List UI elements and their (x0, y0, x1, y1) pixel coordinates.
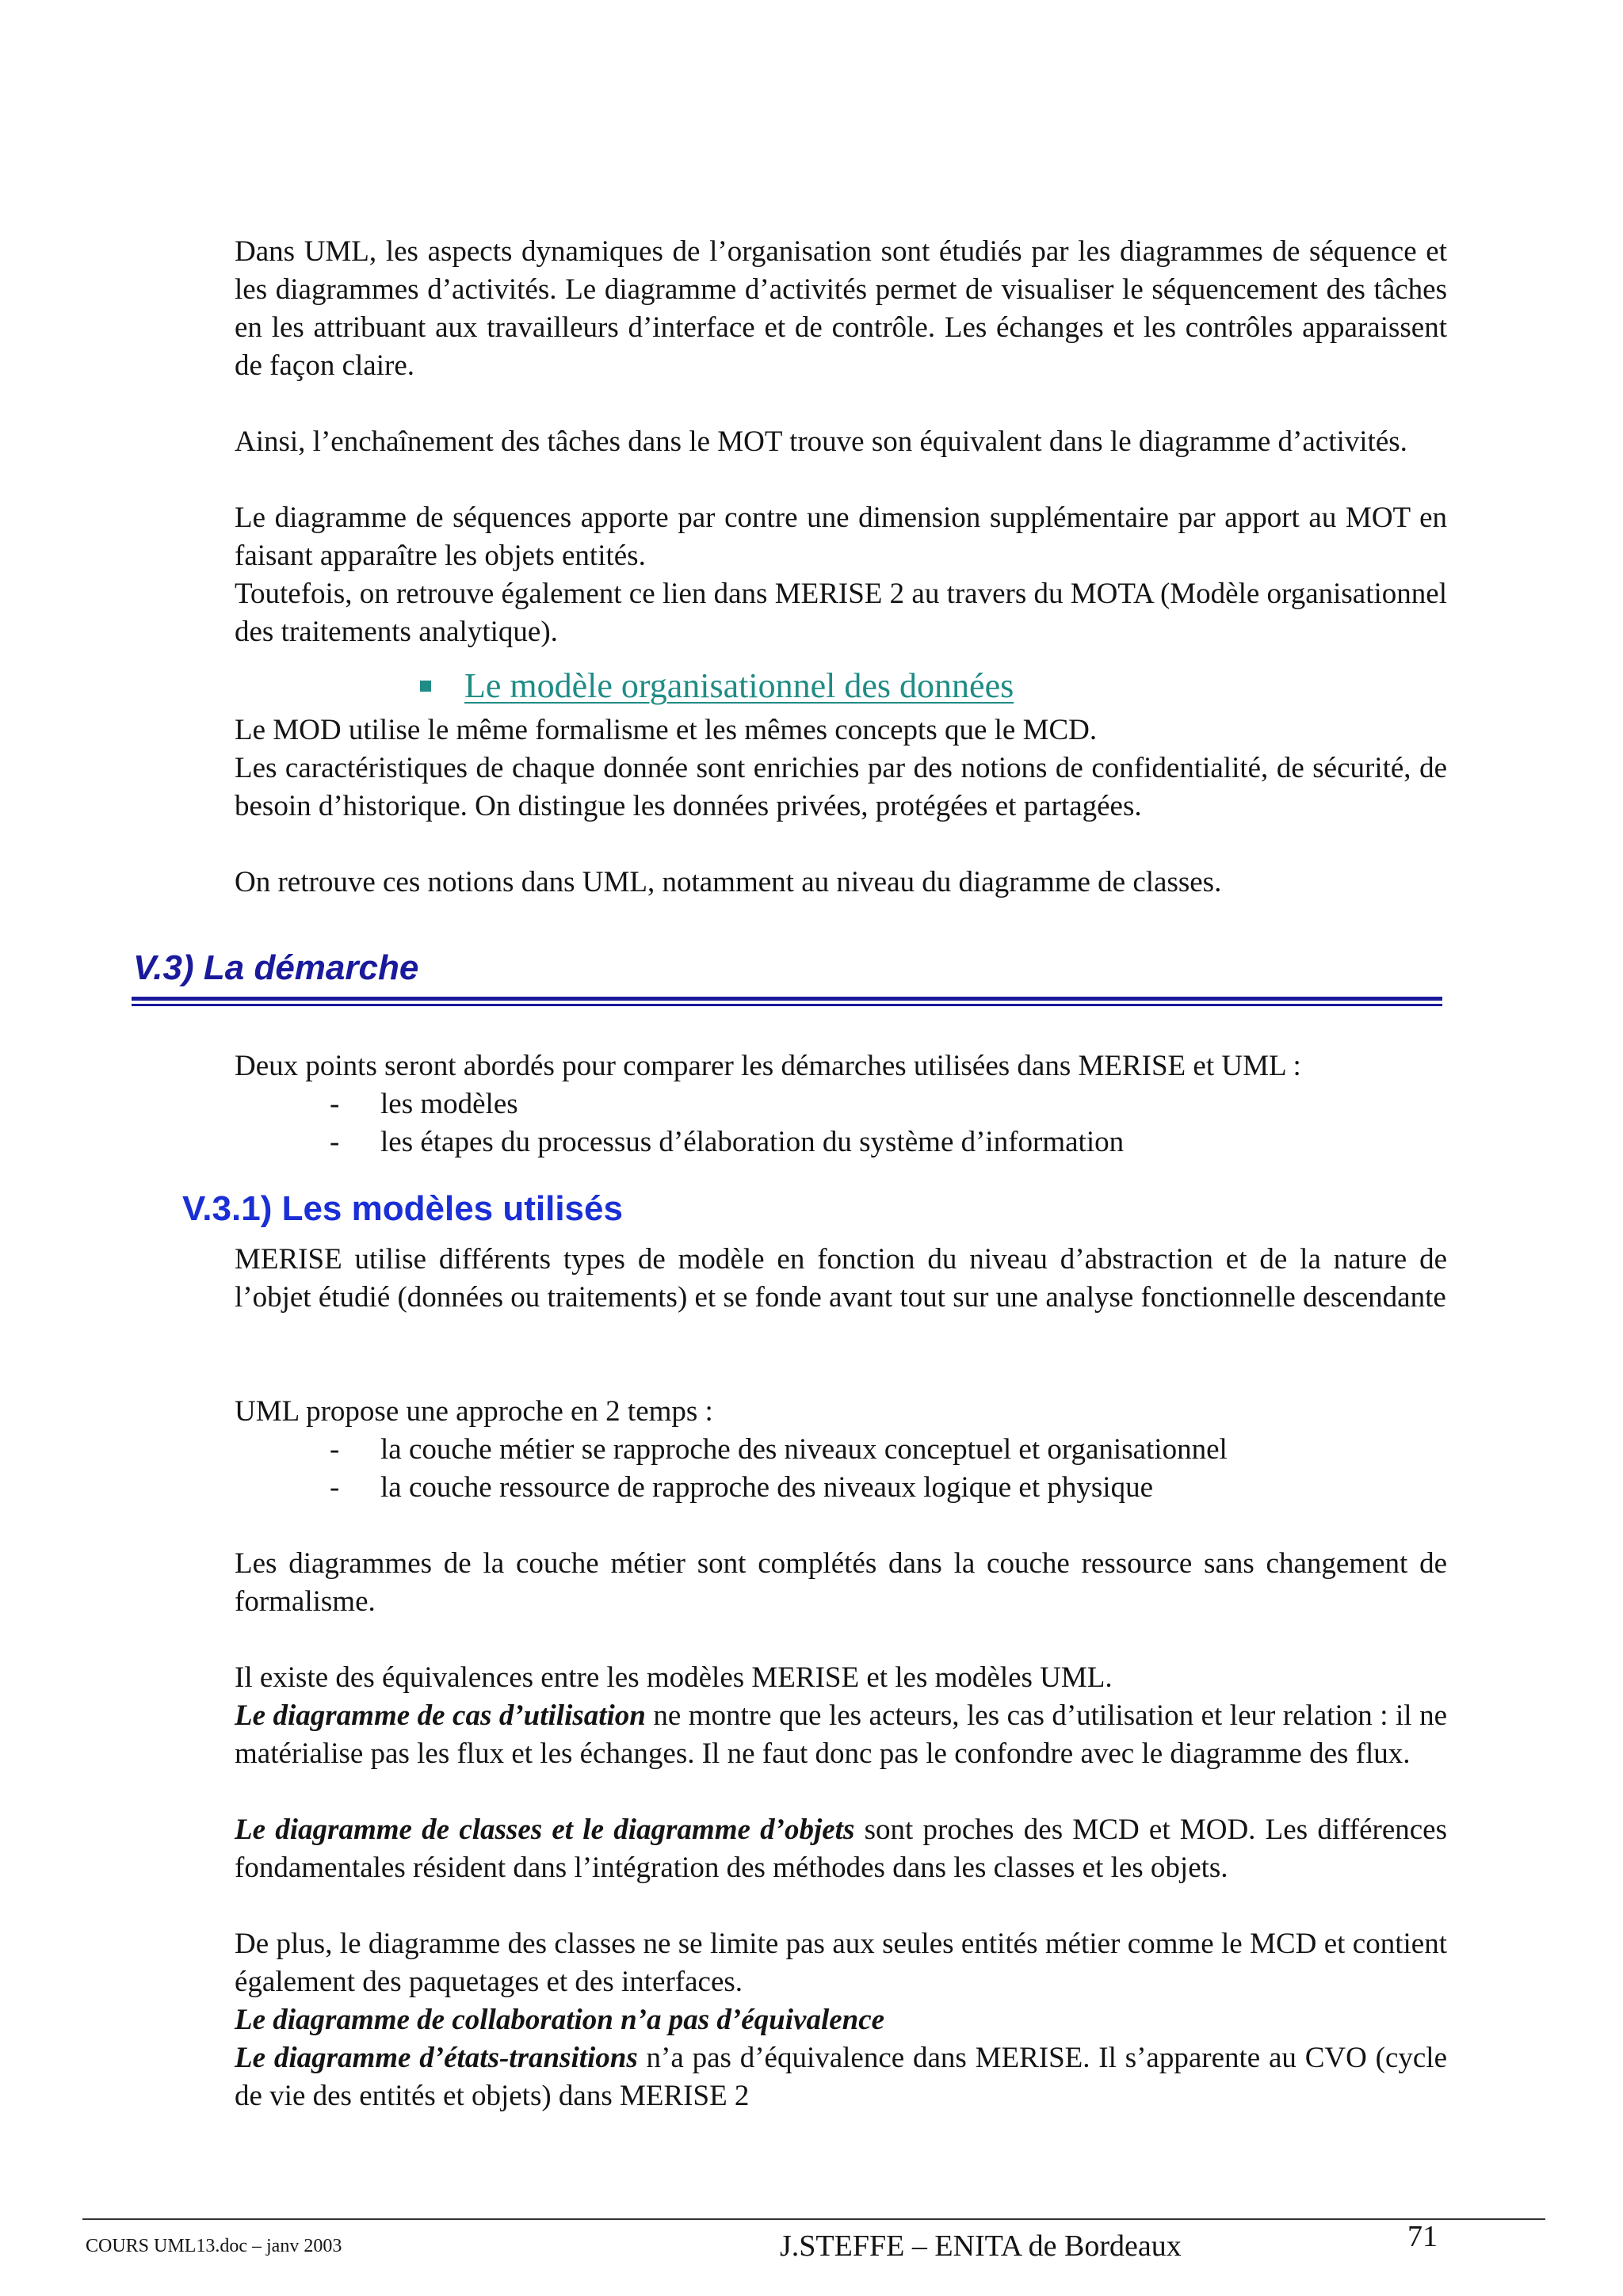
use-case-term: Le diagramme de cas d’utilisation (235, 1699, 646, 1732)
section-heading-v3: V.3) La démarche (133, 948, 419, 987)
paragraph-metier-layer: Les diagrammes de la couche métier sont complétés dans la couche ressource sans changement de formalisme. (235, 1547, 1447, 1618)
paragraph-equivalences: Il existe des équivalences entre les modèles MERISE et les modèles UML. (235, 1661, 1113, 1694)
paragraph-class-diagram (235, 1811, 1447, 1887)
paragraph-use-case (235, 1697, 1447, 1773)
footer-document-name: COURS UML13.doc – janv 2003 (86, 2236, 342, 2256)
footer-author: J.STEFFE – ENITA de Bordeaux (780, 2229, 1182, 2263)
section-heading-v31: V.3.1) Les modèles utilisés (182, 1189, 623, 1228)
paragraph-mota: Toutefois, on retrouve également ce lien dans MERISE 2 au travers du MOTA (Modèle organisationnel des traitements analytique). (235, 578, 1447, 648)
paragraph-mod-characteristics: Les caractéristiques de chaque donnée sont enrichies par des notions de confidentialité, de sécurité, de besoin d’historique. On distingue les données privées, protégées et partagées. (235, 752, 1447, 822)
state-transitions-term: Le diagramme d’états-transitions (235, 2042, 638, 2074)
paragraph-mod-formalism: Le MOD utilise le même formalisme et les mêmes concepts que le MCD. (235, 714, 1098, 746)
list-item: - les modèles (330, 1085, 1439, 1123)
section-rule (132, 997, 1442, 1006)
collaboration-term: Le diagramme de collaboration n’a pas d’équivalence (235, 2004, 885, 2036)
paragraph-uml-approach: UML propose une approche en 2 temps : (235, 1395, 713, 1428)
paragraph-mot-activities: Ainsi, l’enchaînement des tâches dans le MOT trouve son équivalent dans le diagramme d’activités. (235, 425, 1407, 458)
square-bullet-icon (420, 681, 431, 692)
paragraph-sequence-diagram: Le diagramme de séquences apporte par contre une dimension supplémentaire par apport au MOT en faisant apparaître les objets entités. (235, 502, 1447, 572)
list-item: - la couche métier se rapproche des niveaux conceptuel et organisationnel (330, 1431, 1439, 1469)
list-item: - la couche ressource de rapproche des niveaux logique et physique (330, 1469, 1439, 1507)
paragraph-class-packages: De plus, le diagramme des classes ne se limite pas aux seules entités métier comme le MCD et contient également des paquetages et des interfaces. (235, 1928, 1447, 1998)
use-case-text: ne montre que les acteurs, les cas d’utilisation et leur relation : il ne matérialise pas les flux et les échanges. Il ne faut donc pas le confondre avec le diagramme des flux. (235, 1699, 1447, 1770)
v3-list (330, 1085, 1439, 1161)
list-item: - les étapes du processus d’élaboration du système d’information (330, 1123, 1439, 1161)
page-number: 71 (1407, 2220, 1438, 2253)
state-transitions-text: n’a pas d’équivalence dans MERISE. Il s’apparente au CVO (cycle de vie des entités et objets) dans MERISE 2 (235, 2042, 1447, 2112)
paragraph-collaboration (235, 2001, 1447, 2039)
paragraph-mod-uml: On retrouve ces notions dans UML, notamment au niveau du diagramme de classes. (235, 866, 1222, 898)
paragraph-merise-models: MERISE utilise différents types de modèle en fonction du niveau d’abstraction et de la nature de l’objet étudié (données ou traitements) et se fonde avant tout sur une analyse fonctionnelle descendante (235, 1243, 1447, 1314)
class-diagram-text: sont proches des MCD et MOD. Les différences fondamentales résident dans l’intégration des méthodes dans les classes et les objets. (235, 1814, 1447, 1884)
footer-rule (82, 2218, 1545, 2220)
mod-heading-text: Le modèle organisationnel des données (464, 666, 1014, 705)
paragraph-state-transitions (235, 2039, 1447, 2115)
mod-heading (420, 666, 1014, 707)
class-diagram-term: Le diagramme de classes et le diagramme d’objets (235, 1814, 855, 1846)
paragraph-uml-dynamics: Dans UML, les aspects dynamiques de l’organisation sont étudiés par les diagrammes de séquence et les diagrammes d’activités. Le diagramme d’activités permet de visualiser le séquencement des tâches en les attribuant aux travailleurs d’interface et de contrôle. Les échanges et les contrôles apparaissent de façon claire. (235, 235, 1447, 382)
paragraph-v3-intro: Deux points seront abordés pour comparer les démarches utilisées dans MERISE et UML : (235, 1050, 1301, 1082)
v31-list (330, 1431, 1439, 1507)
